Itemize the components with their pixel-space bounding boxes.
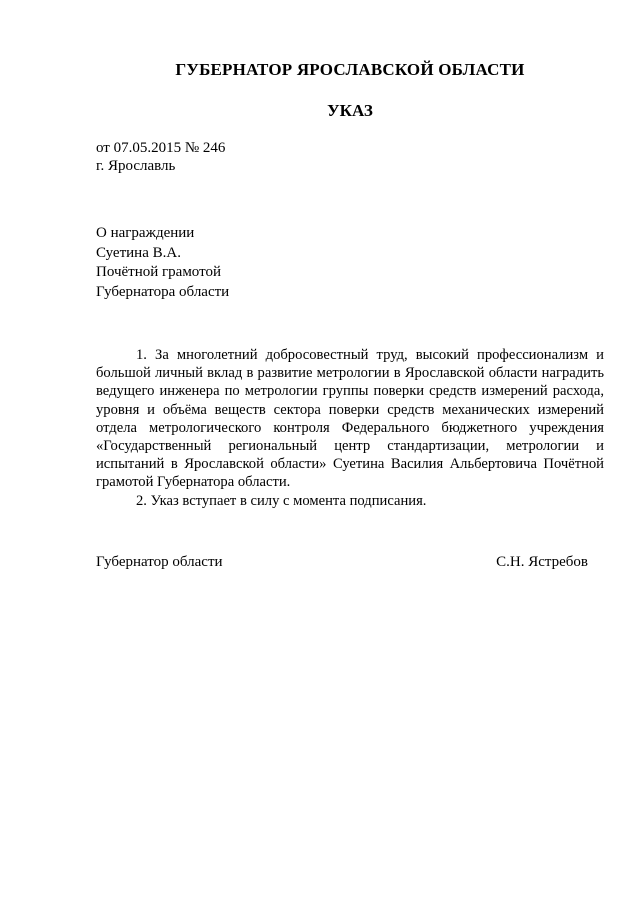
document-meta <box>96 139 225 175</box>
date-and-number: от 07.05.2015 № 246 <box>96 140 226 156</box>
subject-line: Губернатора области <box>96 283 230 300</box>
document-subject <box>96 224 229 302</box>
subject-line: О награждении <box>96 225 195 241</box>
place-of-issue: г. Ярославль <box>96 158 176 174</box>
signature-block <box>96 554 588 571</box>
signatory-position: Губернатор области <box>96 554 223 570</box>
signatory-name: С.Н. Ястребов <box>496 554 588 570</box>
body-paragraph-1: 1. За многолетний добросовестный труд, высокий профессионализм и большой личный вклад в развитие метрологии в Ярославской области наградить ведущего инженера по метрологии группы поверки средств измерений расхода, уровня и объёма веществ сектора поверки средств механических измерений отдела метрологического контроля Федерального бюджетного учреждения «Государственный региональный центр стандартизации, метрологии и испытаний в Ярославской области» Суетина Василия Альбертовича Почётной грамотой Губернатора области. <box>96 347 604 491</box>
subject-line: Суетина В.А. <box>96 244 181 261</box>
document-body <box>96 346 604 510</box>
subject-line: Почётной грамотой <box>96 264 221 280</box>
document-type-heading: УКАЗ <box>327 101 373 120</box>
issuing-authority-heading: ГУБЕРНАТОР ЯРОСЛАВСКОЙ ОБЛАСТИ <box>175 60 525 79</box>
body-paragraph-2: 2. Указ вступает в силу с момента подписания. <box>136 492 427 509</box>
